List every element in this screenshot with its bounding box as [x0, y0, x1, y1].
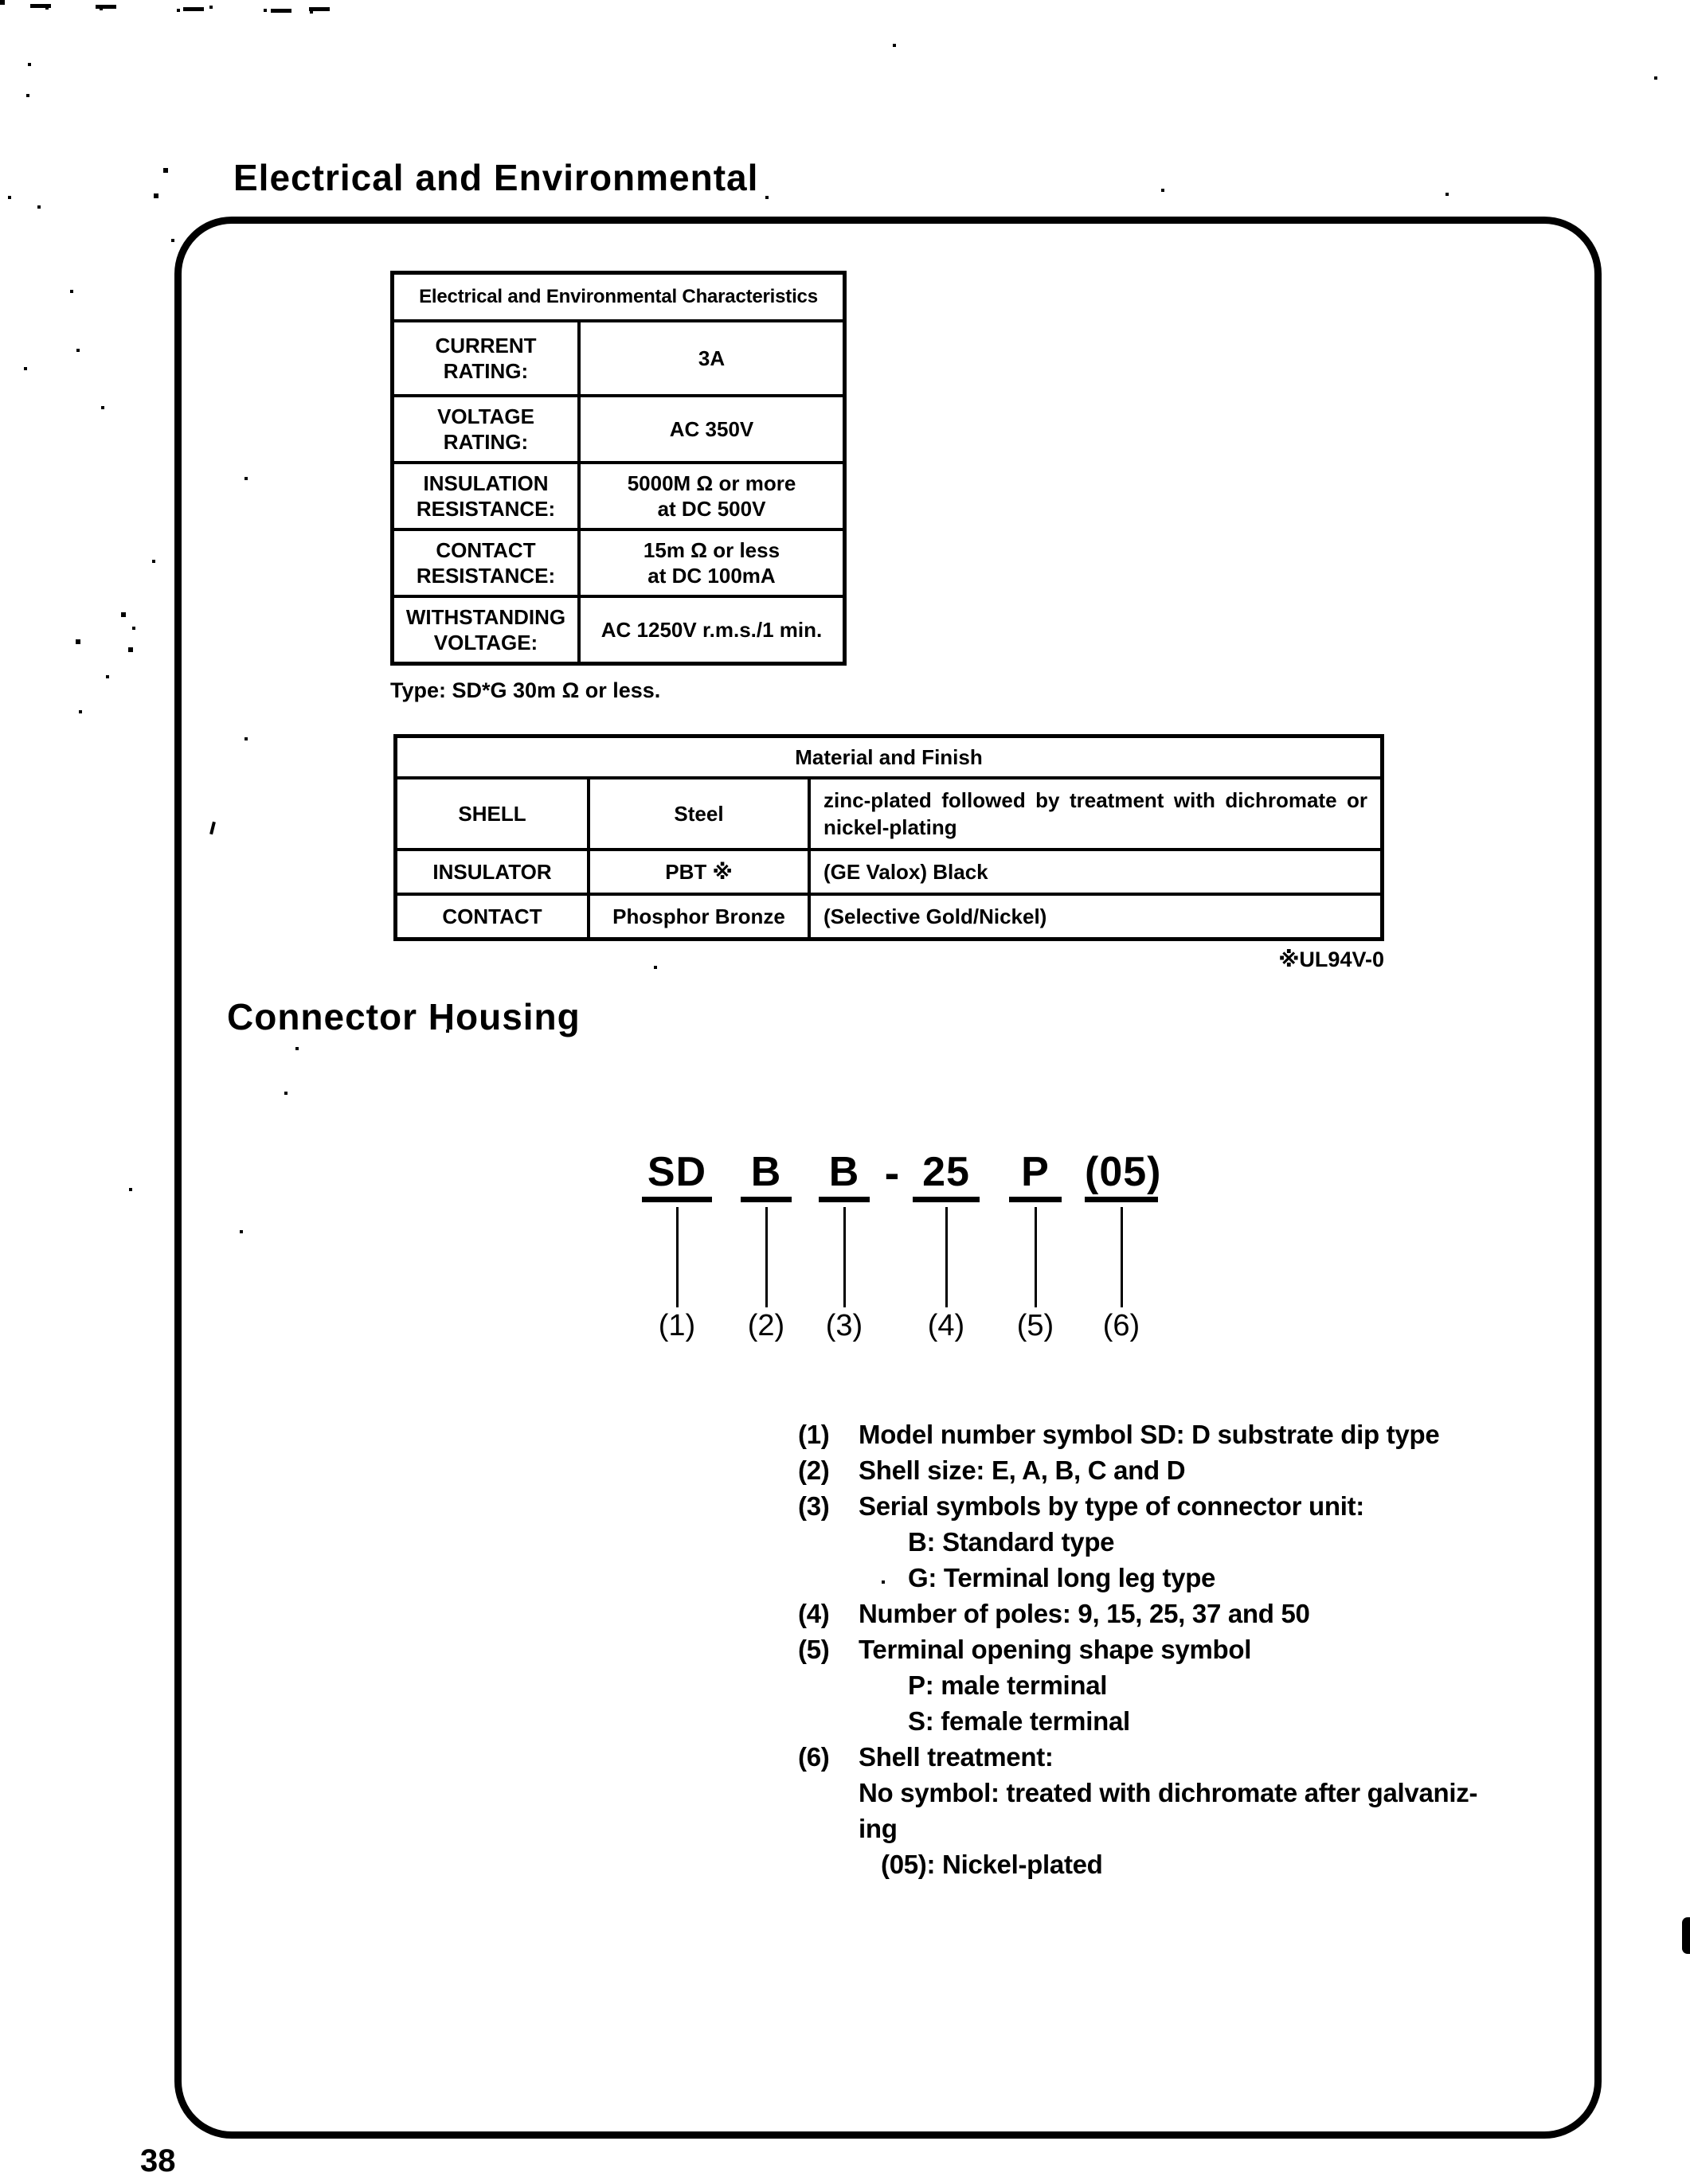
- segment-label: (3): [825, 1309, 863, 1342]
- legend-number: (1): [798, 1420, 830, 1449]
- legend-continuation-no-symbol: [859, 1777, 1477, 1809]
- segment-underline: [819, 1197, 870, 1202]
- part-segment-serial: [819, 1149, 870, 1342]
- label-line: RESISTANCE:: [416, 497, 556, 521]
- page-number: 38: [140, 2143, 176, 2178]
- legend-item-3: [798, 1491, 1364, 1522]
- row-value: [581, 322, 843, 394]
- material-cell: Phosphor Bronze: [590, 896, 811, 937]
- legend-subitem-s: [908, 1705, 1130, 1737]
- segment-leader-line: [676, 1207, 679, 1307]
- scan-noise-specks: [0, 0, 5, 5]
- label-line: WITHSTANDING: [405, 605, 566, 629]
- row-label: [394, 598, 581, 662]
- row-label: [394, 531, 581, 595]
- table-row-withstanding-voltage: [394, 595, 843, 662]
- legend-item-1: [798, 1419, 1439, 1451]
- label-line: CURRENT: [435, 334, 537, 357]
- segment-code: SD: [647, 1149, 707, 1195]
- table-row-shell: [397, 779, 1380, 848]
- component-cell: SHELL: [397, 779, 590, 848]
- legend-text: Shell size: E, A, B, C and D: [859, 1455, 1186, 1485]
- legend-number: (3): [798, 1491, 830, 1521]
- component-cell: INSULATOR: [397, 851, 590, 893]
- material-footnote: ※UL94V-0: [1278, 947, 1384, 971]
- segment-underline: [1009, 1197, 1062, 1202]
- segment-leader-line: [1035, 1207, 1037, 1307]
- legend-subitem-p: [908, 1670, 1107, 1701]
- value-line: 15m Ω or less: [643, 538, 780, 562]
- part-segment-terminal: [1009, 1149, 1062, 1342]
- segment-leader-line: [1121, 1207, 1123, 1307]
- legend-item-5: [798, 1634, 1251, 1666]
- finish-cell: [811, 779, 1380, 848]
- characteristics-table-title: Electrical and Environmental Characteristics: [394, 275, 843, 322]
- material-table: [393, 734, 1384, 941]
- segment-label: (1): [658, 1309, 696, 1342]
- legend-number: (5): [798, 1635, 830, 1664]
- characteristics-footnote: Type: SD*G 30m Ω or less.: [390, 678, 661, 702]
- segment-leader-line: [945, 1207, 948, 1307]
- legend-number: (4): [798, 1599, 830, 1628]
- legend-text: Serial symbols by type of connector unit:: [859, 1491, 1364, 1521]
- legend-item-4: [798, 1598, 1310, 1630]
- legend-item-6: [798, 1741, 1054, 1773]
- row-value: [581, 464, 843, 528]
- row-label: [394, 322, 581, 394]
- scan-artifact-edge: [1682, 1917, 1690, 1954]
- legend-continuation-ing: [859, 1813, 898, 1845]
- material-cell: Steel: [590, 779, 811, 848]
- finish-line: (Selective Gold/Nickel): [823, 904, 1047, 928]
- segment-leader-line: [765, 1207, 768, 1307]
- row-value: [581, 397, 843, 461]
- part-segment-shell-size: [741, 1149, 792, 1342]
- legend-subitem-b: [908, 1526, 1114, 1558]
- segment-leader-line: [843, 1207, 846, 1307]
- value-line: 5000M Ω or more: [627, 471, 796, 495]
- row-value: [581, 598, 843, 662]
- label-line: INSULATION: [423, 471, 549, 495]
- legend-text: B: Standard type: [908, 1527, 1115, 1557]
- label-line: RESISTANCE:: [416, 564, 556, 588]
- finish-line: (GE Valox) Black: [823, 860, 988, 884]
- row-label: [394, 397, 581, 461]
- legend-text: Number of poles: 9, 15, 25, 37 and 50: [859, 1599, 1310, 1628]
- segment-label: (6): [1102, 1309, 1140, 1342]
- part-segment-model: [642, 1149, 712, 1342]
- segment-code: B: [828, 1149, 860, 1195]
- legend-text: S: female terminal: [908, 1706, 1130, 1736]
- segment-label: (2): [747, 1309, 785, 1342]
- component-cell: CONTACT: [397, 896, 590, 937]
- table-row-insulator: [397, 848, 1380, 893]
- characteristics-table: [390, 271, 847, 666]
- label-line: RATING:: [443, 359, 529, 383]
- segment-code: 25: [922, 1149, 970, 1195]
- material-table-title: Material and Finish: [397, 738, 1380, 779]
- segment-code: P: [1021, 1149, 1050, 1195]
- legend-number: (2): [798, 1455, 830, 1485]
- label-line: VOLTAGE:: [433, 631, 538, 654]
- value-line: AC 1250V r.m.s./1 min.: [600, 618, 823, 642]
- row-label: [394, 464, 581, 528]
- segment-underline: [741, 1197, 792, 1202]
- part-code-separator: -: [884, 1147, 900, 1197]
- finish-cell: [811, 896, 1380, 937]
- legend-continuation-05: [881, 1849, 1103, 1881]
- segment-label: (4): [927, 1309, 965, 1342]
- label-line: CONTACT: [436, 538, 536, 562]
- section-title-electrical: Electrical and Environmental: [233, 157, 759, 198]
- row-value: [581, 531, 843, 595]
- table-row-current-rating: [394, 322, 843, 394]
- legend-text: Model number symbol SD: D substrate dip type: [859, 1420, 1440, 1449]
- finish-line: nickel-plating: [823, 815, 957, 839]
- segment-underline: [913, 1197, 980, 1202]
- segment-underline: [1085, 1197, 1158, 1202]
- finish-cell: [811, 851, 1380, 893]
- part-segment-poles: [913, 1149, 980, 1342]
- legend-text: No symbol: treated with dichromate after galvaniz-: [859, 1778, 1478, 1807]
- value-line: AC 350V: [669, 417, 754, 441]
- scan-noise-dashes: [30, 4, 51, 8]
- table-row-contact: [397, 893, 1380, 937]
- legend-text: Terminal opening shape symbol: [859, 1635, 1252, 1664]
- table-row-voltage-rating: [394, 394, 843, 461]
- material-cell: PBT ※: [590, 851, 811, 893]
- label-line: RATING:: [443, 430, 529, 454]
- value-line: 3A: [698, 346, 726, 370]
- legend-text: ing: [859, 1814, 898, 1843]
- finish-line: zinc-plated followed by treatment with dichromate or: [823, 788, 1367, 812]
- legend-number: (6): [798, 1742, 830, 1772]
- section-title-connector-housing: Connector Housing: [227, 996, 581, 1037]
- segment-code: B: [750, 1149, 782, 1195]
- legend-text: G: Terminal long leg type: [908, 1563, 1216, 1592]
- legend-text: Shell treatment:: [859, 1742, 1054, 1772]
- part-segment-treatment: [1085, 1149, 1162, 1342]
- value-line: at DC 500V: [657, 497, 766, 521]
- segment-code: (05): [1085, 1149, 1162, 1195]
- segment-underline: [642, 1197, 712, 1202]
- legend-subitem-g: [908, 1562, 1215, 1594]
- legend-item-2: [798, 1455, 1185, 1487]
- value-line: at DC 100mA: [647, 564, 776, 588]
- legend-text: (05): Nickel-plated: [881, 1850, 1103, 1879]
- label-line: VOLTAGE: [437, 404, 534, 428]
- table-row-contact-resistance: [394, 528, 843, 595]
- table-row-insulation-resistance: [394, 461, 843, 528]
- legend-text: P: male terminal: [908, 1670, 1108, 1700]
- segment-label: (5): [1016, 1309, 1054, 1342]
